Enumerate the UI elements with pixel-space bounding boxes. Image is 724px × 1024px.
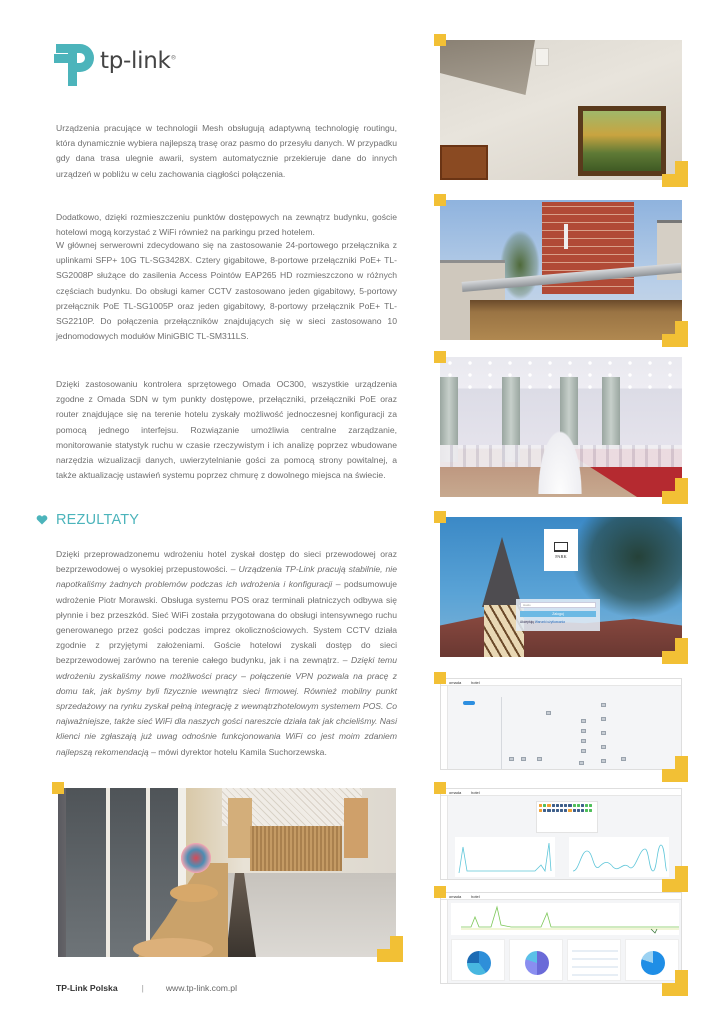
portal-login-form	[516, 599, 600, 631]
footer-company: TP-Link Polska	[56, 983, 118, 993]
device-summary-card	[567, 939, 621, 981]
results-end-text: – mówi dyrektor hotelu Kamila Suchorzewska.	[148, 746, 327, 757]
topology-screenshot: omada hotel	[440, 678, 682, 770]
hotel-park-logo: PARK	[544, 529, 578, 571]
port-traffic-chart-2	[569, 837, 669, 877]
port-traffic-chart-1	[455, 837, 555, 877]
captive-portal-photo	[440, 517, 682, 657]
yellow-corner-accent	[434, 511, 446, 523]
portal-login-button: Zaloguj	[520, 611, 596, 617]
yellow-corner-accent	[662, 756, 688, 782]
yellow-corner-accent	[434, 194, 446, 206]
quote-morawski: Urządzenia TP-Link pracują stabilnie, nie napotkaliśmy żadnych problemów podczas ich wdrożenia i konfiguracji	[56, 564, 397, 590]
results-intro-text: Dzięki przeprowadzonemu wdrożeniu hotel zyskał dostęp do sieci przewodowej oraz bezprzewodowej o wysokiej przepustowości. –	[56, 549, 397, 575]
results-middle-text: – podsumowuje wdrożenie Piotr Morawski. Obsługa systemu POS oraz terminali płatniczych odbywa się płynnie i bez przeszkód. Sieć WiFi została przygotowana do obsługi intensywnego ruchu generowanego przez gości podczas imprez okolicznościowych. System CCTV działa zgodnie z przyjętymi założeniami. Goście hotelowi zyskali dostęp do sieci bezprzewodowej zarówno na terenie całego budynku, jak i na zewnątrz. –	[56, 579, 397, 666]
device-distribution-card	[509, 939, 563, 981]
framed-painting	[578, 106, 666, 176]
yellow-corner-accent	[662, 866, 688, 892]
switch-stats-screenshot: omada hotel	[440, 788, 682, 880]
yellow-corner-accent	[434, 782, 446, 794]
portal-terms: Akceptuję Warunki użytkowania	[520, 620, 565, 624]
dashboard-screenshot: omada hotel	[440, 892, 682, 984]
quote-suchorzewska: Dzięki temu wdrożeniu zyskaliśmy nowe możliwości pracy – połączenie VPN pozwala na pracę z domu tak, jak byśmy byli fizycznie wewnątrz sieci firmowej. Również mobilny punkt sprzedażowy na rynku zyskał pełną integrację z wewnątrzhotelowym systemem POS. Co najważniejsze, także sieć WiFi dla naszych gości nareszcie działa tak jak chcieliśmy. Nasi klienci nie zgłaszają już uwag odnośnie funkcjonowania WiFi co jest moim zdaniem najlepszą rekomendacją	[56, 655, 397, 757]
tp-link-logo	[54, 42, 184, 92]
logo-wordmark: tp-link®	[100, 48, 177, 74]
ceiling-access-point	[535, 48, 549, 66]
ballroom-photo	[440, 357, 682, 497]
traffic-line-chart	[451, 903, 679, 935]
body-paragraph-switches: W głównej serwerowni zdecydowano się na zastosowanie 24-portowego przełącznika z uplinkami SFP+ 10G TL-SG3428X. Cztery gigabitowe, 8-portowe przełączniki PoE+ TL-SG2008P służące do zasilenia Access Pointów EAP265 HD rozmieszczono w różnych częściach budynku. Do obsługi kamer CCTV zastosowano jeden gigabitowy, 5-portowy przełącznik PoE TL-SG1005P oraz jeden gigabitowy, 8-portowy przełącznik PoE+ TL-SG2210P. Do połączenia przełączników znajdujących się w sieci zastosowano 10 jednomodowych modułów MiniGBIC TL-SM311LS.	[56, 240, 397, 342]
results-paragraph	[56, 547, 397, 760]
page-footer	[56, 983, 237, 993]
bride	[535, 422, 585, 494]
portal-password-field: Hasło	[520, 602, 596, 608]
yellow-corner-accent	[662, 321, 688, 347]
yellow-corner-accent	[377, 936, 403, 962]
yellow-corner-accent	[662, 970, 688, 996]
footer-website-link[interactable]: www.tp-link.com.pl	[165, 983, 237, 993]
yellow-corner-accent	[662, 638, 688, 664]
heart-icon	[36, 515, 48, 525]
outdoor-access-point	[564, 224, 568, 249]
building-icon	[554, 542, 568, 552]
yellow-corner-accent	[434, 351, 446, 363]
yellow-corner-accent	[434, 672, 446, 684]
body-paragraph-outdoor: Dodatkowo, dzięki rozmieszczeniu punktów dostępowych na zewnątrz budynku, goście hotelowi mogą korzystać z WiFi również na parkingu przed hotelem.	[56, 212, 397, 238]
results-heading	[36, 512, 139, 528]
lobby-photo	[58, 788, 396, 957]
switch-port-grid	[536, 801, 598, 833]
body-paragraph-controller: Dzięki zastosowaniu kontrolera sprzętowego Omada OC300, wszystkie urządzenia zgodne z Omada SDN w tym punkty dostępowe, przełączniki, przełączniki PoE oraz router znajdujące się na terenie hotelu zyskały możliwość jednoczesnej konfiguracji za pomocą jednego interfejsu. Rozwiązanie umożliwia centralne zarządzanie, monitorowanie statystyk ruchu w czasie rzeczywistym i ich analizę poprzez wbudowane narzędzia wizualizacji danych, uwierzytelnianie gości za pomocą strony powitalnej, a także aktualizację ustawień systemu poprzez chmurę z dowolnego miejsca na świecie.	[56, 379, 397, 481]
yellow-corner-accent	[662, 161, 688, 187]
body-paragraph-mesh: Urządzenia pracujące w technologii Mesh obsługują adaptywną technologię routingu, która dynamicznie wybiera najlepszą trasę oraz pasmo do przesyłu danych. W przypadku gdy dana trasa ulegnie awarii, system automatycznie przekieruje dane do innych urządzeń w pobliżu w celu zachowania ciągłości połączenia.	[56, 123, 397, 179]
results-title: REZULTATY	[56, 512, 140, 528]
yellow-corner-accent	[52, 782, 64, 794]
client-distribution-card	[451, 939, 505, 981]
yellow-corner-accent	[662, 478, 688, 504]
footer-separator: |	[141, 983, 144, 993]
chimney-ap-photo	[440, 200, 682, 340]
interior-wall-photo	[440, 40, 682, 180]
tp-link-logo-mark-icon	[54, 42, 96, 88]
yellow-corner-accent	[434, 34, 446, 46]
reception-desk	[250, 826, 342, 871]
yellow-corner-accent	[434, 886, 446, 898]
